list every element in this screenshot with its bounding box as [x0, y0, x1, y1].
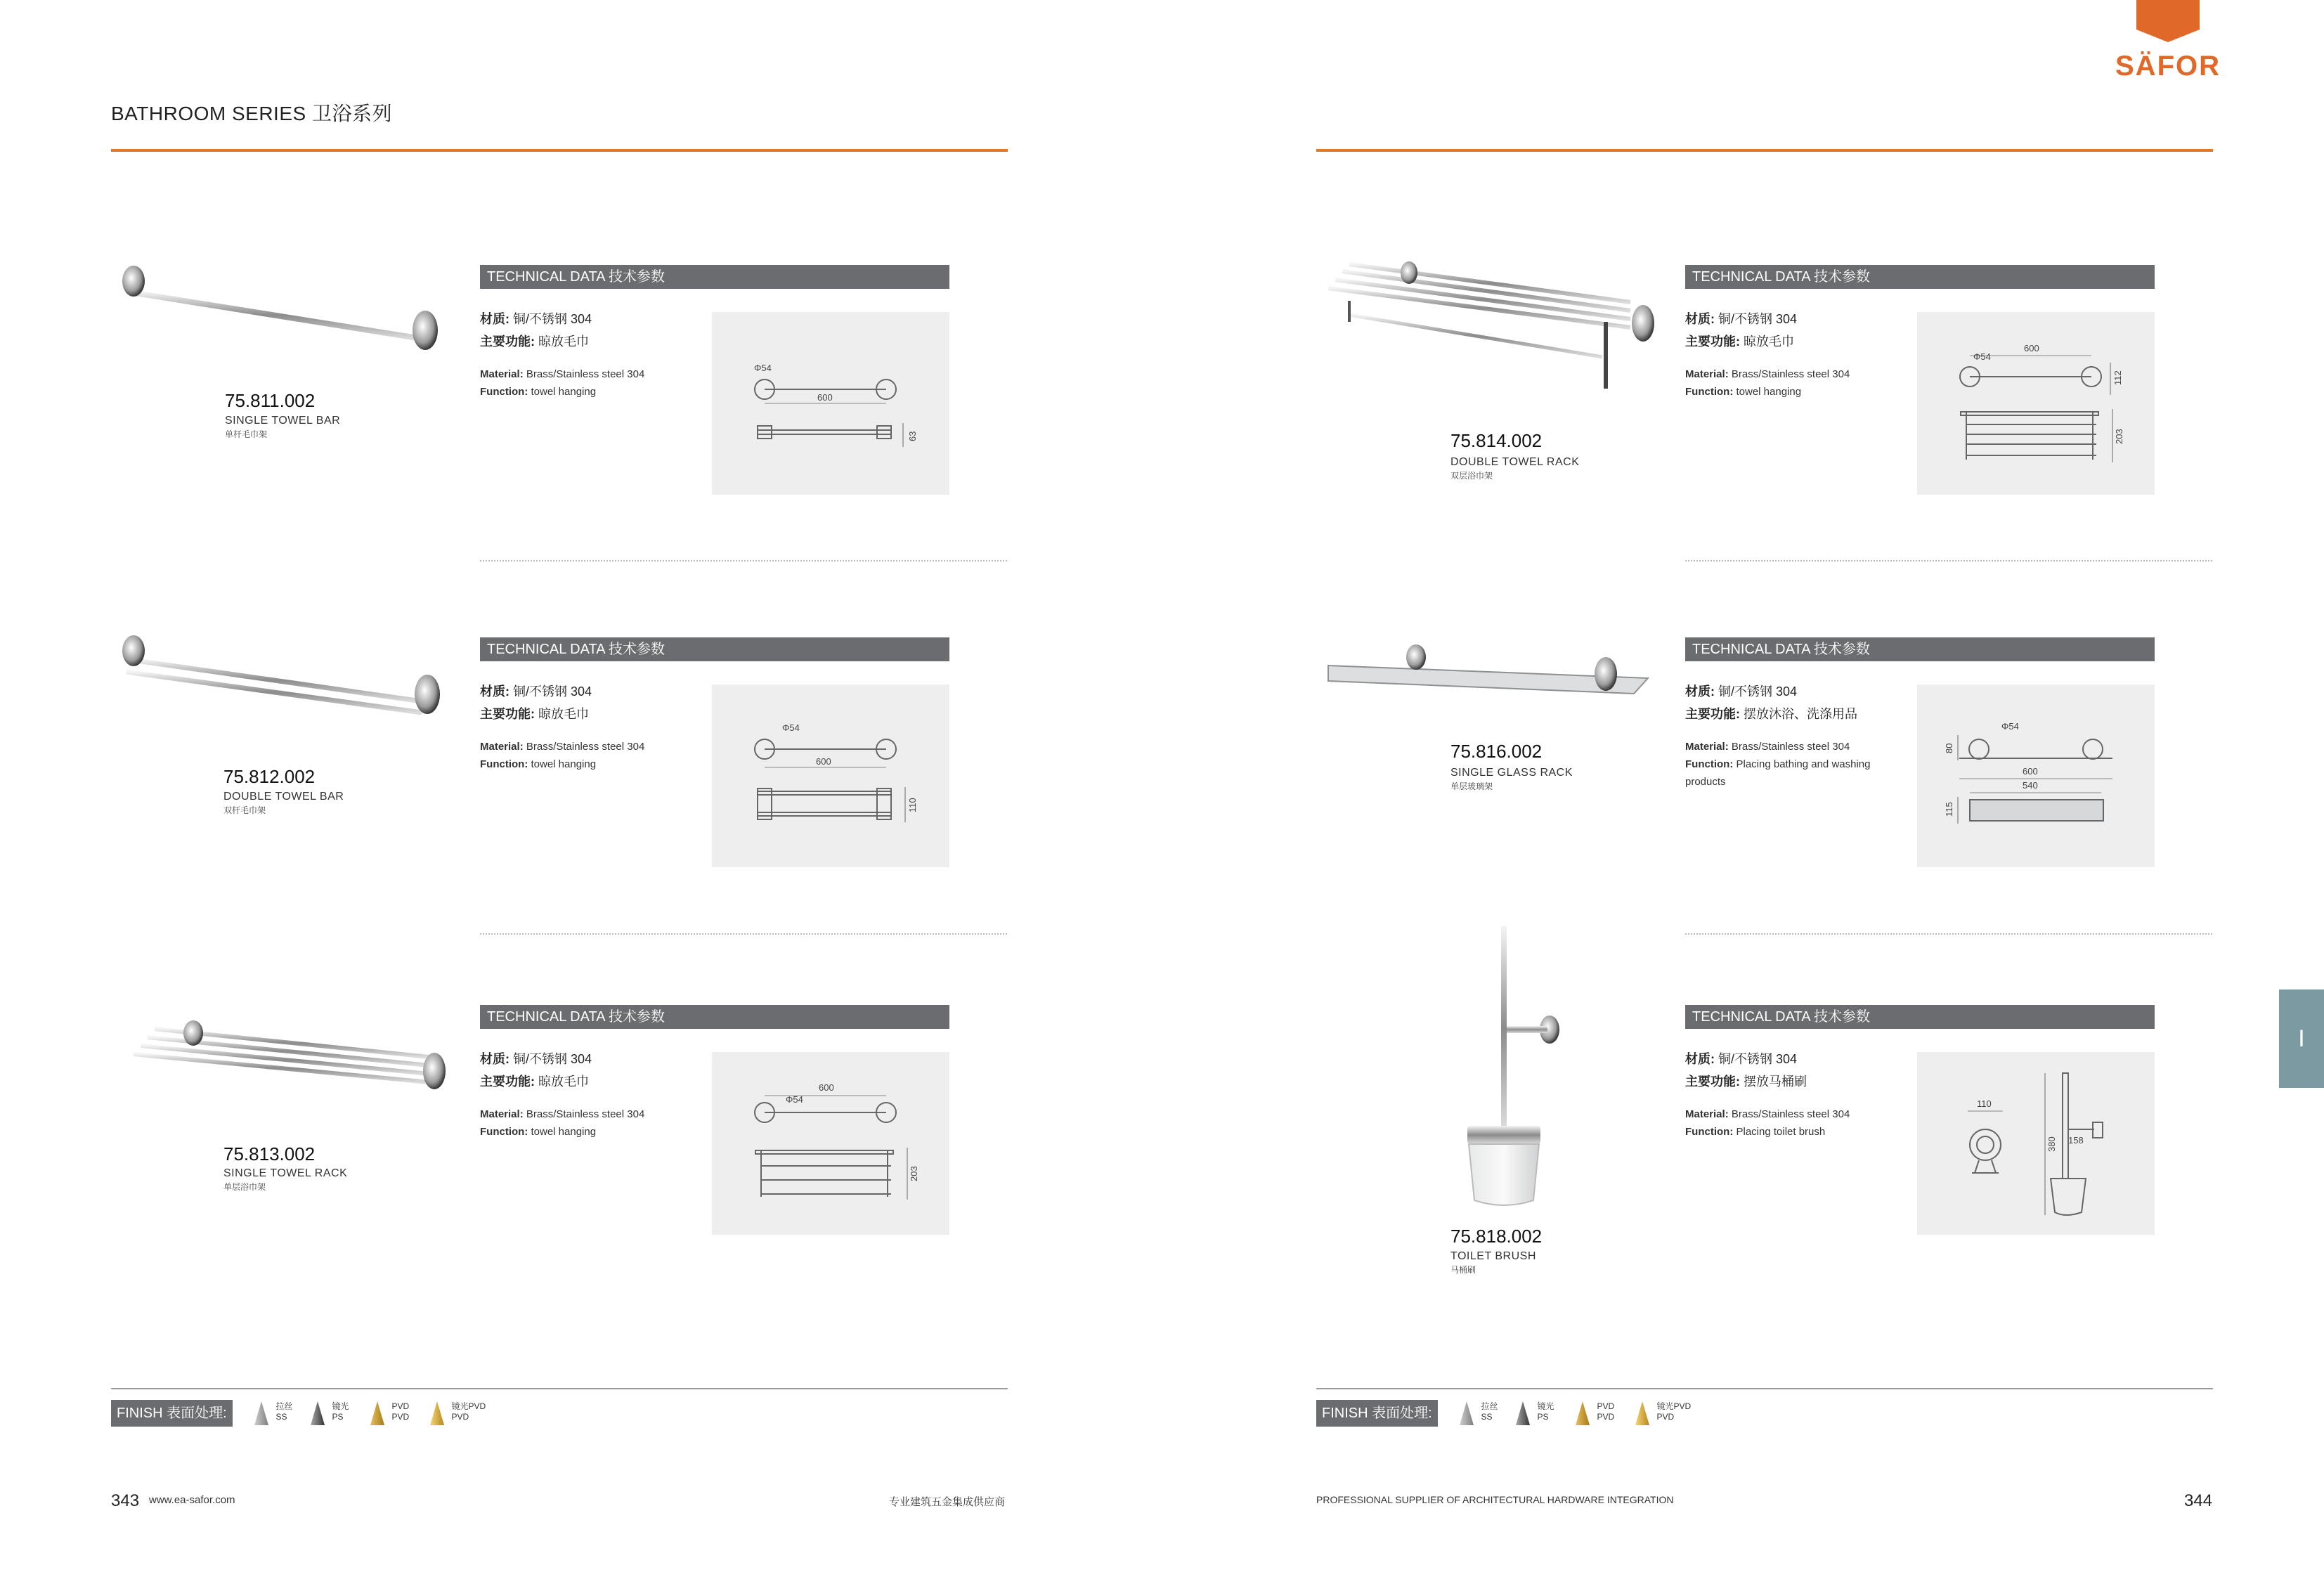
finish-rule-left: [111, 1388, 1008, 1389]
finish-option-mirror-pvd: 镜光PVD PVD: [1635, 1401, 1691, 1425]
dim-label: 112: [2112, 370, 2123, 385]
product-image-double-towel-bar: [112, 631, 450, 736]
dim-label: 600: [817, 392, 833, 403]
tech-data-header: TECHNICAL DATA 技术参数: [1685, 637, 2155, 661]
product-name-cn: 马桶刷: [1450, 1265, 1476, 1275]
spec-function-en: Function: towel hanging: [480, 1126, 597, 1138]
product-name: SINGLE TOWEL BAR: [225, 415, 341, 427]
dim-label: 600: [2024, 343, 2039, 353]
spec-function-cn: 主要功能: 晾放毛巾: [480, 335, 590, 349]
finish-option-mirror-pvd: 镜光PVD PVD: [430, 1401, 486, 1425]
dim-label: 203: [909, 1166, 919, 1181]
spec-function-cn: 主要功能: 晾放毛巾: [480, 707, 590, 721]
product-name-cn: 双层浴巾架: [1450, 471, 1493, 481]
divider: [1685, 933, 2212, 935]
spec-function-cn: 主要功能: 晾放毛巾: [1685, 335, 1795, 349]
tech-data-header: TECHNICAL DATA 技术参数: [480, 1005, 949, 1029]
finish-label: FINISH 表面处理:: [111, 1400, 233, 1427]
spec-material-cn: 材质: 铜/不锈钢 304: [1685, 1052, 1798, 1066]
spec-material-cn: 材质: 铜/不锈钢 304: [480, 312, 592, 326]
brand-tab-shape: [2136, 0, 2200, 42]
finish-label: FINISH 表面处理:: [1316, 1400, 1438, 1427]
divider: [480, 933, 1007, 935]
brand-logo: SÄFOR: [2115, 51, 2221, 82]
section-tab[interactable]: I: [2279, 989, 2324, 1088]
technical-drawing: [712, 312, 949, 495]
product-name-cn: 单层玻璃架: [1450, 781, 1493, 791]
finish-rule-right: [1316, 1388, 2213, 1389]
tech-data-header: TECHNICAL DATA 技术参数: [480, 637, 949, 661]
product-code: 75.812.002: [223, 766, 316, 787]
ps-cone-icon: [1516, 1401, 1530, 1425]
product-name: SINGLE TOWEL RACK: [223, 1167, 348, 1179]
dim-label: 80: [1944, 743, 1954, 753]
product-code: 75.811.002: [225, 390, 316, 411]
spec-function-cn: 主要功能: 晾放毛巾: [480, 1075, 590, 1089]
spec-material-en: Material: Brass/Stainless steel 304: [1685, 368, 1850, 380]
spec-material-en: Material: Brass/Stainless steel 304: [1685, 741, 1850, 753]
finish-option-pvd: PVD PVD: [1576, 1401, 1614, 1425]
dim-label: Φ54: [782, 722, 800, 733]
technical-drawing: [1917, 684, 2155, 867]
dim-label: Φ54: [2001, 721, 2019, 732]
header-rule-right: [1316, 149, 2213, 152]
spec-function-en: Function: towel hanging: [1685, 386, 1802, 398]
technical-drawing: [1917, 312, 2155, 495]
finish-option-ss: 拉丝 SS: [1460, 1401, 1498, 1425]
mirror-pvd-cone-icon: [430, 1401, 444, 1425]
pvd-cone-icon: [370, 1401, 384, 1425]
series-title: BATHROOM SERIES 卫浴系列: [111, 103, 392, 124]
dim-label: Φ54: [1973, 351, 1991, 362]
dim-label: 110: [1977, 1098, 1992, 1109]
dim-label: 600: [816, 756, 831, 767]
header-rule-left: [111, 149, 1008, 152]
finish-option-ss: 拉丝 SS: [254, 1401, 292, 1425]
dim-label: 600: [2023, 766, 2038, 777]
product-image-single-towel-bar: [112, 260, 450, 358]
dim-label: 63: [907, 431, 918, 441]
page-number-right: 344: [2184, 1491, 2213, 1510]
divider: [480, 560, 1007, 562]
spec-function-cn: 主要功能: 摆放沐浴、洗涤用品: [1685, 707, 1858, 721]
spec-material-cn: 材质: 铜/不锈钢 304: [1685, 312, 1798, 326]
product-code: 75.814.002: [1450, 430, 1543, 451]
spec-material-cn: 材质: 铜/不锈钢 304: [480, 1052, 592, 1066]
dim-label: Φ54: [754, 363, 772, 373]
technical-drawing: [1917, 1052, 2155, 1235]
product-name: SINGLE GLASS RACK: [1450, 767, 1573, 779]
dim-label: 158: [2068, 1135, 2084, 1146]
dim-label: Φ54: [786, 1094, 803, 1105]
product-image-toilet-brush: [1434, 921, 1574, 1216]
page-number-left: 343: [111, 1491, 140, 1510]
spec-material-cn: 材质: 铜/不锈钢 304: [1685, 684, 1798, 699]
spec-material-en: Material: Brass/Stainless steel 304: [480, 1108, 645, 1120]
dim-label: 540: [2023, 780, 2038, 791]
tech-data-header: TECHNICAL DATA 技术参数: [480, 265, 949, 289]
finish-option-pvd: PVD PVD: [370, 1401, 409, 1425]
website-link[interactable]: www.ea-safor.com: [149, 1494, 235, 1506]
product-name-cn: 单层浴巾架: [223, 1182, 266, 1192]
dim-label: 600: [819, 1082, 834, 1093]
spec-function-cn: 主要功能: 摆放马桶刷: [1685, 1075, 1807, 1089]
spec-material-en: Material: Brass/Stainless steel 304: [480, 368, 645, 380]
ss-cone-icon: [254, 1401, 268, 1425]
product-code: 75.816.002: [1450, 741, 1543, 762]
spec-function-en: Function: Placing toilet brush: [1685, 1126, 1826, 1138]
dim-label: 203: [2114, 429, 2124, 444]
finish-option-ps: 镜光 PS: [1516, 1401, 1554, 1425]
ps-cone-icon: [311, 1401, 325, 1425]
technical-drawing: [712, 1052, 949, 1235]
ss-cone-icon: [1460, 1401, 1474, 1425]
technical-drawing: [712, 684, 949, 867]
pvd-cone-icon: [1576, 1401, 1590, 1425]
footer-tagline-cn: 专业建筑五金集成供应商: [889, 1496, 1006, 1508]
spec-function-en: Function: Placing bathing and washing products: [1685, 758, 1871, 788]
footer-tagline-en: PROFESSIONAL SUPPLIER OF ARCHITECTURAL HARDWARE INTEGRATION: [1316, 1494, 1674, 1505]
dim-label: 110: [907, 798, 918, 812]
dim-label: 115: [1944, 802, 1954, 817]
product-image-single-glass-rack: [1325, 643, 1655, 713]
spec-material-en: Material: Brass/Stainless steel 304: [480, 741, 645, 753]
product-image-double-towel-rack: [1321, 259, 1658, 399]
product-name-cn: 双杆毛巾架: [223, 805, 266, 815]
mirror-pvd-cone-icon: [1635, 1401, 1649, 1425]
spec-function-en: Function: towel hanging: [480, 386, 597, 398]
product-image-single-towel-rack: [119, 1012, 450, 1110]
divider: [1685, 560, 2212, 562]
product-name: TOILET BRUSH: [1450, 1250, 1536, 1262]
spec-function-en: Function: towel hanging: [480, 758, 597, 770]
spec-material-cn: 材质: 铜/不锈钢 304: [480, 684, 592, 699]
product-name: DOUBLE TOWEL BAR: [223, 791, 344, 803]
product-code: 75.818.002: [1450, 1226, 1543, 1247]
dim-label: 380: [2046, 1136, 2057, 1152]
spec-material-en: Material: Brass/Stainless steel 304: [1685, 1108, 1850, 1120]
tech-data-header: TECHNICAL DATA 技术参数: [1685, 265, 2155, 289]
finish-option-ps: 镜光 PS: [311, 1401, 349, 1425]
product-name: DOUBLE TOWEL RACK: [1450, 456, 1580, 468]
tech-data-header: TECHNICAL DATA 技术参数: [1685, 1005, 2155, 1029]
product-code: 75.813.002: [223, 1143, 316, 1164]
product-name-cn: 单杆毛巾架: [225, 429, 268, 439]
